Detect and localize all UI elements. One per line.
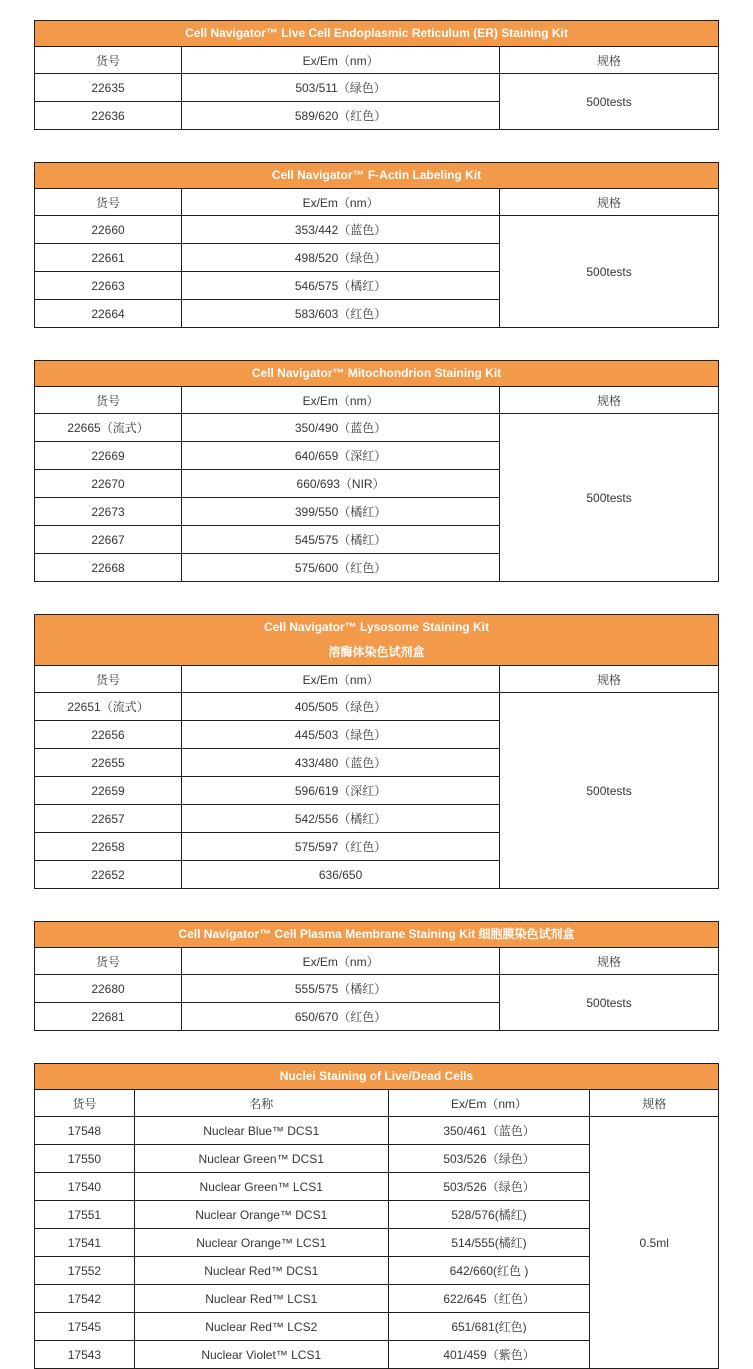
column-header: 规格 xyxy=(500,189,719,216)
ex-em-cell: 650/670（红色） xyxy=(182,1003,500,1031)
column-header: 货号 xyxy=(35,666,182,693)
kit-table-nuclei-staining-live-dead-cells xyxy=(34,1063,719,1369)
column-header: 规格 xyxy=(500,47,719,74)
catalog-number-cell: 22652 xyxy=(35,861,182,889)
ex-em-cell: 575/600（红色） xyxy=(182,554,500,582)
ex-em-cell: 583/603（红色） xyxy=(182,300,500,328)
column-header: Ex/Em（nm） xyxy=(182,189,500,216)
ex-em-cell: 433/480（蓝色） xyxy=(182,749,500,777)
column-header: 货号 xyxy=(35,948,182,975)
catalog-number-cell: 17541 xyxy=(35,1229,135,1257)
table-title xyxy=(35,615,719,666)
ex-em-cell: 401/459（紫色） xyxy=(388,1341,590,1369)
column-header: 规格 xyxy=(500,666,719,693)
catalog-number-cell: 22661 xyxy=(35,244,182,272)
kit-table-cell-plasma-membrane-staining-kit xyxy=(34,921,719,1031)
table-title-line: Cell Navigator™ Lysosome Staining Kit xyxy=(264,620,489,634)
column-header: Ex/Em（nm） xyxy=(388,1090,590,1117)
column-header: 货号 xyxy=(35,1090,135,1117)
kit-table-lysosome-staining-kit xyxy=(34,614,719,889)
ex-em-cell: 555/575（橘红） xyxy=(182,975,500,1003)
table-row xyxy=(35,216,719,244)
catalog-number-cell: 17551 xyxy=(35,1201,135,1229)
ex-em-cell: 528/576(橘红) xyxy=(388,1201,590,1229)
column-header: Ex/Em（nm） xyxy=(182,948,500,975)
table-row xyxy=(35,74,719,102)
ex-em-cell: 514/555(橘红) xyxy=(388,1229,590,1257)
column-header: 货号 xyxy=(35,47,182,74)
ex-em-cell: 575/597（红色） xyxy=(182,833,500,861)
table-row xyxy=(35,1117,719,1145)
catalog-number-cell: 22664 xyxy=(35,300,182,328)
ex-em-cell: 350/490（蓝色） xyxy=(182,414,500,442)
catalog-number-cell: 17545 xyxy=(35,1313,135,1341)
ex-em-cell: 640/659（深红） xyxy=(182,442,500,470)
catalog-number-cell: 22669 xyxy=(35,442,182,470)
ex-em-cell: 503/526（绿色） xyxy=(388,1145,590,1173)
catalog-number-cell: 22656 xyxy=(35,721,182,749)
ex-em-cell: 636/650 xyxy=(182,861,500,889)
column-header: 货号 xyxy=(35,189,182,216)
column-header: 规格 xyxy=(590,1090,719,1117)
column-header: Ex/Em（nm） xyxy=(182,666,500,693)
ex-em-cell: 660/693（NIR） xyxy=(182,470,500,498)
catalog-number-cell: 22660 xyxy=(35,216,182,244)
catalog-number-cell: 22667 xyxy=(35,526,182,554)
ex-em-cell: 353/442（蓝色） xyxy=(182,216,500,244)
catalog-number-cell: 22636 xyxy=(35,102,182,130)
catalog-number-cell: 17548 xyxy=(35,1117,135,1145)
product-name-cell: Nuclear Green™ DCS1 xyxy=(134,1145,388,1173)
ex-em-cell: 545/575（橘红） xyxy=(182,526,500,554)
product-name-cell: Nuclear Violet™ LCS1 xyxy=(134,1341,388,1369)
ex-em-cell: 642/660(红色 ) xyxy=(388,1257,590,1285)
table-title xyxy=(35,922,719,948)
catalog-number-cell: 17542 xyxy=(35,1285,135,1313)
ex-em-cell: 503/511（绿色） xyxy=(182,74,500,102)
kit-table-mitochondrion-staining-kit xyxy=(34,360,719,582)
product-name-cell: Nuclear Blue™ DCS1 xyxy=(134,1117,388,1145)
catalog-number-cell: 22681 xyxy=(35,1003,182,1031)
ex-em-cell: 651/681(红色) xyxy=(388,1313,590,1341)
catalog-number-cell: 22658 xyxy=(35,833,182,861)
kit-table-er-staining-kit xyxy=(34,20,719,130)
catalog-number-cell: 22655 xyxy=(35,749,182,777)
catalog-number-cell: 22680 xyxy=(35,975,182,1003)
spec-cell: 0.5ml xyxy=(590,1117,719,1369)
table-row xyxy=(35,693,719,721)
ex-em-cell: 589/620（红色） xyxy=(182,102,500,130)
catalog-number-cell: 22651（流式） xyxy=(35,693,182,721)
spec-cell: 500tests xyxy=(500,74,719,130)
column-header: 货号 xyxy=(35,387,182,414)
table-title-line: 溶酶体染色试剂盒 xyxy=(328,645,425,659)
catalog-number-cell: 22657 xyxy=(35,805,182,833)
ex-em-cell: 405/505（绿色） xyxy=(182,693,500,721)
table-title-line: Cell Navigator™ Live Cell Endoplasmic Reticulum (ER) Staining Kit xyxy=(185,26,568,40)
table-row xyxy=(35,975,719,1003)
ex-em-cell: 399/550（橘红） xyxy=(182,498,500,526)
product-name-cell: Nuclear Orange™ LCS1 xyxy=(134,1229,388,1257)
catalog-number-cell: 22670 xyxy=(35,470,182,498)
table-title-line: Cell Navigator™ Cell Plasma Membrane Staining Kit 细胞膜染色试剂盒 xyxy=(178,927,575,941)
catalog-number-cell: 22635 xyxy=(35,74,182,102)
ex-em-cell: 503/526（绿色） xyxy=(388,1173,590,1201)
catalog-number-cell: 17543 xyxy=(35,1341,135,1369)
catalog-number-cell: 17552 xyxy=(35,1257,135,1285)
table-title xyxy=(35,163,719,189)
catalog-number-cell: 22659 xyxy=(35,777,182,805)
catalog-number-cell: 22673 xyxy=(35,498,182,526)
ex-em-cell: 596/619（深红） xyxy=(182,777,500,805)
table-title-line: Cell Navigator™ Mitochondrion Staining Kit xyxy=(251,366,502,380)
product-name-cell: Nuclear Red™ LCS2 xyxy=(134,1313,388,1341)
ex-em-cell: 542/556（橘红） xyxy=(182,805,500,833)
catalog-number-cell: 22668 xyxy=(35,554,182,582)
column-header: 规格 xyxy=(500,387,719,414)
catalog-number-cell: 22663 xyxy=(35,272,182,300)
table-title xyxy=(35,21,719,47)
column-header: Ex/Em（nm） xyxy=(182,387,500,414)
table-title xyxy=(35,361,719,387)
spec-cell: 500tests xyxy=(500,216,719,328)
ex-em-cell: 445/503（绿色） xyxy=(182,721,500,749)
catalog-number-cell: 17550 xyxy=(35,1145,135,1173)
column-header: Ex/Em（nm） xyxy=(182,47,500,74)
spec-cell: 500tests xyxy=(500,414,719,582)
column-header: 名称 xyxy=(134,1090,388,1117)
spec-cell: 500tests xyxy=(500,693,719,889)
catalog-number-cell: 22665（流式） xyxy=(35,414,182,442)
ex-em-cell: 546/575（橘红） xyxy=(182,272,500,300)
table-title-line: Cell Navigator™ F-Actin Labeling Kit xyxy=(271,168,482,182)
product-name-cell: Nuclear Orange™ DCS1 xyxy=(134,1201,388,1229)
spec-cell: 500tests xyxy=(500,975,719,1031)
ex-em-cell: 498/520（绿色） xyxy=(182,244,500,272)
column-header: 规格 xyxy=(500,948,719,975)
table-title-line: Nuclei Staining of Live/Dead Cells xyxy=(279,1069,474,1083)
ex-em-cell: 622/645（红色） xyxy=(388,1285,590,1313)
table-title xyxy=(35,1064,719,1090)
product-name-cell: Nuclear Red™ LCS1 xyxy=(134,1285,388,1313)
ex-em-cell: 350/461（蓝色） xyxy=(388,1117,590,1145)
catalog-number-cell: 17540 xyxy=(35,1173,135,1201)
product-name-cell: Nuclear Green™ LCS1 xyxy=(134,1173,388,1201)
product-name-cell: Nuclear Red™ DCS1 xyxy=(134,1257,388,1285)
table-row xyxy=(35,414,719,442)
kit-table-f-actin-labeling-kit xyxy=(34,162,719,328)
